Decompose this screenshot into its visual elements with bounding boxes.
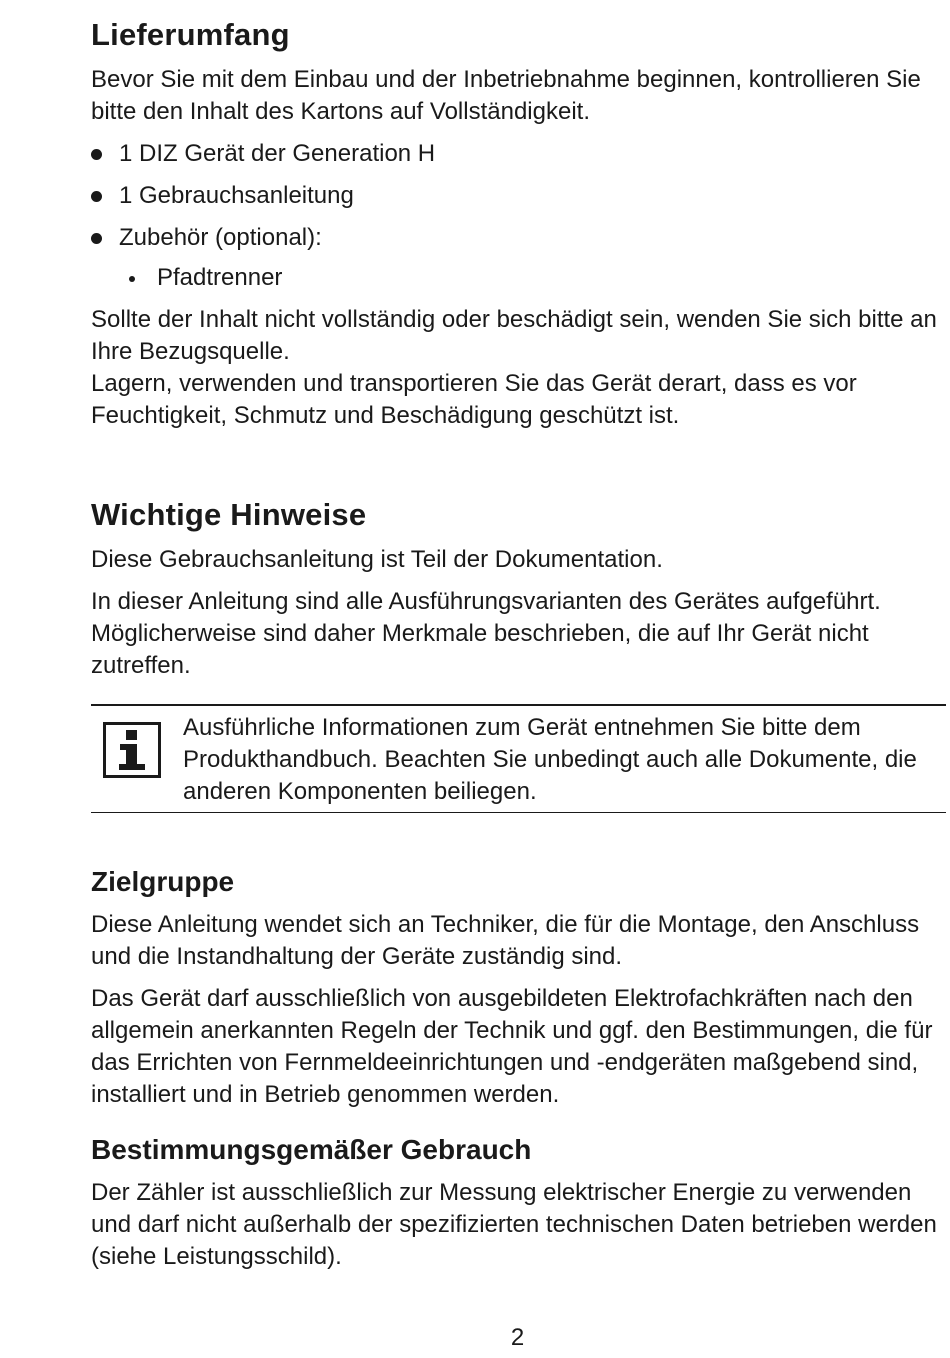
bullet-icon bbox=[91, 191, 102, 202]
damage-note: Sollte der Inhalt nicht vollständig oder beschädigt sein, wenden Sie sich bitte an Ihre Bezugsquelle. bbox=[91, 306, 937, 365]
section-title-bestimmungsgemaesser-gebrauch: Bestimmungsgemäßer Gebrauch bbox=[91, 1134, 532, 1165]
storage-note: Lagern, verwenden und transportieren Sie das Gerät derart, dass es vor Feuchtigkeit, Schmutz und Beschädigung geschützt ist. bbox=[91, 370, 857, 429]
section-title-lieferumfang: Lieferumfang bbox=[91, 17, 290, 52]
hinweise-paragraph-2: In dieser Anleitung sind alle Ausführungsvarianten des Gerätes aufgeführt. Möglicherweise sind daher Merkmale beschrieben, die auf Ihr Gerät nicht zutreffen. bbox=[91, 588, 881, 679]
list-item-text: 1 Gebrauchsanleitung bbox=[119, 182, 354, 209]
section-title-zielgruppe: Zielgruppe bbox=[91, 866, 235, 897]
lieferumfang-intro: Bevor Sie mit dem Einbau und der Inbetriebnahme beginnen, kontrollieren Sie bitte den Inhalt des Kartons auf Vollständigkeit. bbox=[91, 66, 921, 125]
zielgruppe-paragraph-2: Das Gerät darf ausschließlich von ausgebildeten Elektrofachkräften nach den allgemein anerkannten Regeln der Technik und ggf. den Bestimmungen, die für das Errichten von Fernmeldeeinrichtungen und -endgeräten maßgebend sind, installiert und in Betrieb genommen werden. bbox=[91, 985, 933, 1108]
hinweise-paragraph-1: Diese Gebrauchsanleitung ist Teil der Dokumentation. bbox=[91, 546, 663, 573]
bullet-icon bbox=[91, 149, 102, 160]
bullet-icon bbox=[91, 233, 102, 244]
gebrauch-paragraph: Der Zähler ist ausschließlich zur Messung elektrischer Energie zu verwenden und darf nicht außerhalb der spezifizierten technischen Daten betrieben werden (siehe Leistungsschild). bbox=[91, 1179, 937, 1270]
sub-bullet-icon bbox=[129, 276, 135, 282]
list-item-text: 1 DIZ Gerät der Generation H bbox=[119, 140, 436, 167]
accessory-sublist bbox=[91, 262, 946, 294]
info-box-text: Ausführliche Informationen zum Gerät entnehmen Sie bitte dem Produkthandbuch. Beachten Sie unbedingt auch alle Dokumente, die anderen Komponenten beiliegen. bbox=[183, 714, 917, 805]
sublist-item-text: Pfadtrenner bbox=[157, 264, 283, 291]
list-item bbox=[91, 138, 946, 170]
list-item bbox=[91, 222, 946, 254]
zielgruppe-paragraph-1: Diese Anleitung wendet sich an Techniker, die für die Montage, den Anschluss und die Instandhaltung der Geräte zuständig sind. bbox=[91, 911, 920, 970]
scope-of-delivery-list bbox=[91, 138, 946, 254]
document-page bbox=[91, 0, 946, 1273]
sublist-item bbox=[91, 262, 946, 294]
page-number: 2 bbox=[510, 1324, 525, 1351]
list-item bbox=[91, 180, 946, 212]
info-box bbox=[91, 704, 946, 813]
info-icon bbox=[103, 722, 161, 778]
section-title-wichtige-hinweise: Wichtige Hinweise bbox=[91, 497, 367, 532]
list-item-text: Zubehör (optional): bbox=[119, 224, 322, 251]
